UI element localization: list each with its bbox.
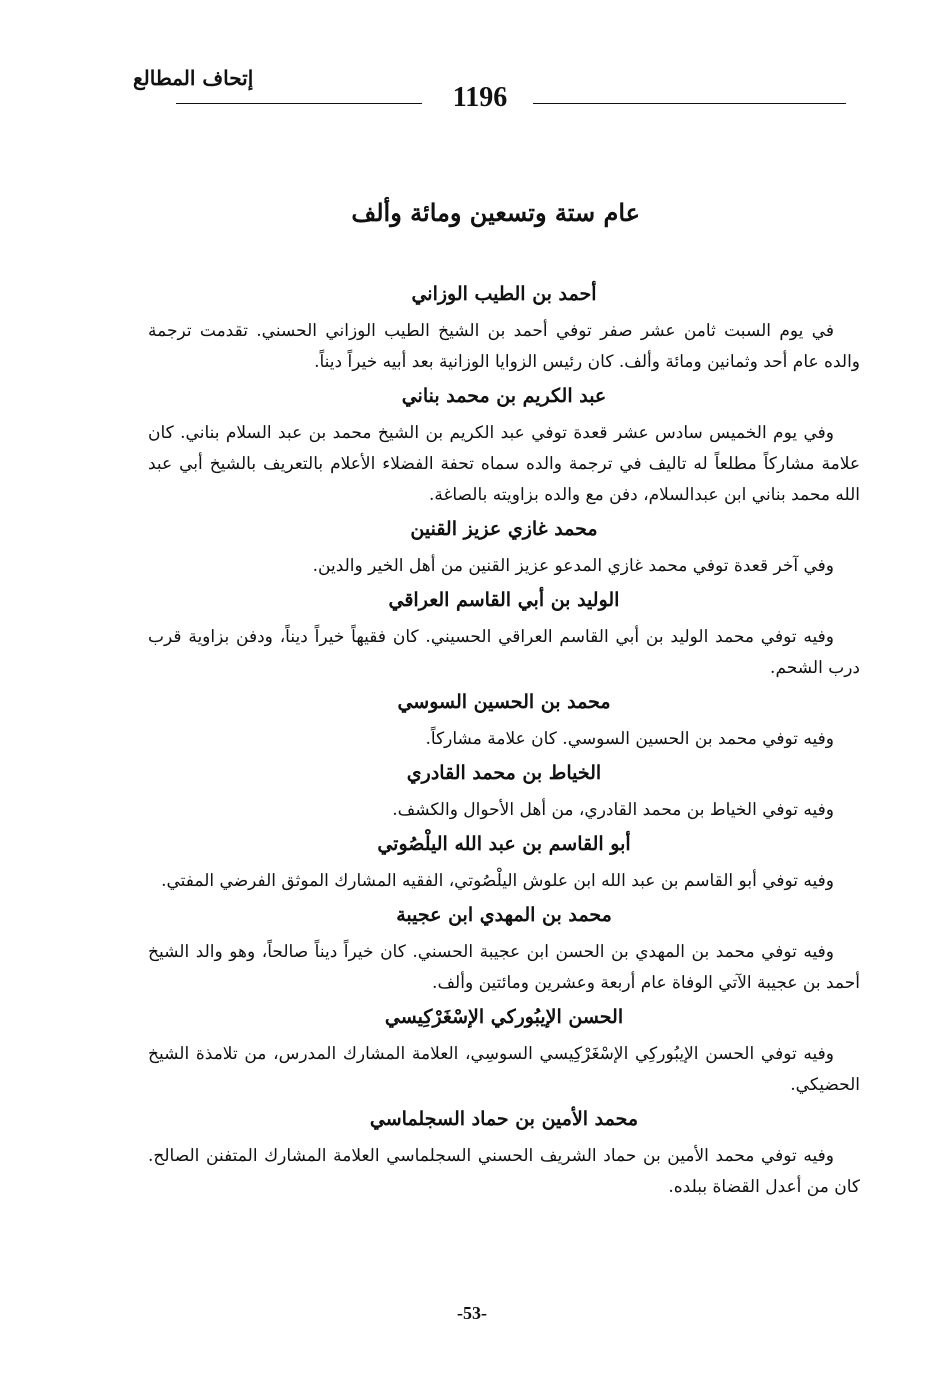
entry xyxy=(148,586,860,684)
entry-name: الحسن الإيبُوركي الإسْغَرْكِيسي xyxy=(384,1006,624,1028)
entry-text: وفي آخر قعدة توفي محمد غازي المدعو عزيز القنين من أهل الخير والدين. xyxy=(312,556,834,576)
entry-name: الخياط بن محمد القادري xyxy=(406,762,602,784)
entry-text: وفيه توفي الحسن الإيبُوركِي الإسْغَرْكِيسي السوسِي، العلامة المشارك المدرس، من تلامذة الشيخ الحضيكي. xyxy=(148,1044,860,1095)
entry xyxy=(148,759,860,826)
entry-name: أبو القاسم بن عبد الله اليلْصُوتي xyxy=(377,833,631,855)
entry-name: الوليد بن أبي القاسم العراقي xyxy=(388,589,620,611)
entry-text: وفيه توفي محمد بن المهدي بن الحسن ابن عجيبة الحسني. كان خيراً ديناً صالحاً، وهو والد الشيخ أحمد بن عجيبة الآتي الوفاة عام أربعة وعشرين ومائتين وألف. xyxy=(148,942,860,993)
entry-text: وفيه توفي محمد الأمين بن حماد الشريف الحسني السجلماسي العلامة المشارك المتفنن الصالح. كان من أعدل القضاة ببلده. xyxy=(148,1146,860,1197)
entry-text: وفيه توفي الخياط بن محمد القادري، من أهل الأحوال والكشف. xyxy=(392,800,834,820)
entries-list xyxy=(148,280,860,1207)
entry xyxy=(148,1105,860,1203)
entry-text: في يوم السبت ثامن عشر صفر توفي أحمد بن الشيخ الطيب الوزاني الحسني. تقدمت ترجمة والده عام أحد وثمانين ومائة وألف. كان رئيس الزوايا الوزانية بعد أبيه خيراً ديناً. xyxy=(148,321,860,372)
header-rule-right xyxy=(533,103,846,104)
entry-text: وفيه توفي أبو القاسم بن عبد الله ابن علوش اليلْصُوتي، الفقيه المشارك الموثق الفرضي المفتي. xyxy=(161,871,834,891)
book-title: إتحاف المطالع xyxy=(133,66,254,90)
entry xyxy=(148,1003,860,1101)
entry-text: وفيه توفي محمد الوليد بن أبي القاسم العراقي الحسيني. كان فقيهاً خيراً ديناً، ودفن بزاوية قرب درب الشحم. xyxy=(148,627,860,678)
year-number: 1196 xyxy=(452,82,508,113)
entry-name: محمد غازي عزيز القنين xyxy=(410,518,598,540)
entry xyxy=(148,382,860,511)
entry xyxy=(148,515,860,582)
entry-name: عبد الكريم بن محمد بناني xyxy=(401,385,607,407)
entry-name: محمد بن المهدي ابن عجيبة xyxy=(396,904,612,926)
entry-text: وفيه توفي محمد بن الحسين السوسي. كان علامة مشاركاً. xyxy=(425,729,834,749)
page-number: -53- xyxy=(457,1303,487,1323)
entry xyxy=(148,901,860,999)
entry-name: أحمد بن الطيب الوزاني xyxy=(411,283,597,305)
entry-text: وفي يوم الخميس سادس عشر قعدة توفي عبد الكريم بن الشيخ محمد بن عبد السلام بناني. كان علامة مشاركاً مطلعاً له تاليف في ترجمة والده سماه تحفة الفضلاء الأعلام بالتعريف بالشيخ أبي عبد الله محمد بناني ابن عبدالسلام، دفن مع والده بزاويته بالصاغة. xyxy=(148,423,860,505)
entry-name: محمد بن الحسين السوسي xyxy=(397,691,611,713)
header-rule-left xyxy=(176,103,422,104)
entry xyxy=(148,688,860,755)
year-heading: عام ستة وتسعين ومائة وألف xyxy=(351,198,640,227)
entry-name: محمد الأمين بن حماد السجلماسي xyxy=(369,1108,639,1130)
entry xyxy=(148,830,860,897)
entry xyxy=(148,280,860,378)
